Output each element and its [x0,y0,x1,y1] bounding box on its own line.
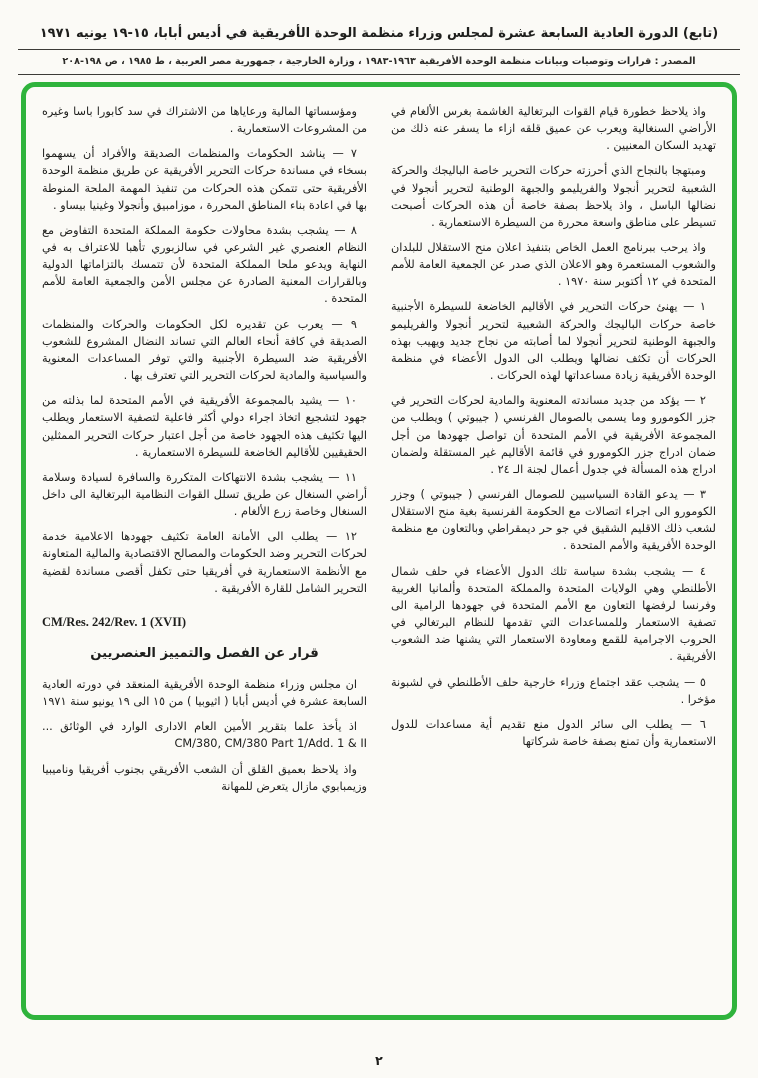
resolution-clause-10: ١٠ — يشيد بالمجموعة الأفريقية في الأمم المتحدة لما بذلته من جهود لتشجيع اتخاذ اجراء دولي أكثر فاعلية لتصفية الاستعمار ويطلب اليها تكثيف هذه الجهود خاصة من أجل اعتبار حركات التحرير الممثلين الحقيقيين للأقاليم الخاضعة للسيطرة الاستعمارية . [42,394,367,459]
resolution-preamble: ان مجلس وزراء منظمة الوحدة الأفريقية المنعقد في دورته العادية السابعة عشرة في أديس أبابا ( اثيوبيا ) من ١٥ الى ١٩ يونيو سنة ١٩٧١ [42,678,367,709]
resolution-title: قرار عن الفصل والتمييز العنصريين [90,645,319,661]
document-header [0,0,758,75]
header-divider-bottom [18,74,740,75]
resolution-reference: CM/Res. 242/Rev. 1 (XVII) [42,614,187,629]
paragraph: واذ يرحب ببرنامج العمل الخاص بتنفيذ اعلان منح الاستقلال للبلدان والشعوب المستعمرة وهو الاعلان الذي صدر عن الجمعية العامة للأمم المتحدة في ١٢ أكتوبر سنة ١٩٧٠ . [391,240,716,289]
resolution-clause-12: ١٢ — يطلب الى الأمانة العامة تكثيف جهودها الاعلامية خدمة لحركات التحرير وضد الحكومات والمصالح الاقتصادية والمالية المتعاونة مع الأنظمة الاستعمارية في أفريقيا حتى تكفل أقصى مساندة لقضية التحرير الشامل للقارة الأفريقية . [42,530,367,595]
right-column [391,103,716,1005]
content-frame [21,82,737,1020]
resolution-clause-8: ٨ — يشجب بشدة محاولات حكومة المملكة المتحدة التفاوض مع النظام العنصري غير الشرعي في سالزبوري تأهبا للاعتراف به في النهاية ويدعو ملحا المملكة المتحدة لأن تتمسك بالتزاماتها الدولية وبالقرارات المعنية الصادرة عن مجلس الأمن والجمعية العامة للأمم المتحدة . [42,223,367,306]
resolution-observation: واذ يلاحظ بعميق القلق أن الشعب الأفريقي بجنوب أفريقيا وناميبيا وزيمبابوي مازال يتعرض للمهانة [42,762,367,793]
header-divider-top [18,49,740,50]
document-source-line: المصدر : قرارات وتوصيات وبيانات منظمة الوحدة الأفريقية ١٩٦٣-١٩٨٣ ، وزارة الخارجية ، جمهورية مصر العربية ، ط ١٩٨٥ ، ص ١٩٨-٢٠٨ [62,55,696,67]
resolution-clause-7: ٧ — يناشد الحكومات والمنظمات الصديقة والأفراد أن يسهموا بسخاء في مساندة حركات التحرير الأفريقية عن طريق منظمة الوحدة الأفريقية حتى تتمكن هذه الحركات من تنفيذ المهمة الملحة المنوطة بها في اعادة بناء المناطق المحررة ، موزامبيق وأنجولا وغينيا بيساو . [42,147,367,212]
resolution-clause-9: ٩ — يعرب عن تقديره لكل الحكومات والحركات والمنظمات الصديقة في كافة أنحاء العالم التي تساند النضال المشروع للشعوب الأفريقية ضد السيطرة الأجنبية والتي توفر المساعدات المعنوية والسياسية والمادية لحركات التحرير التي تعترف بها . [42,317,367,383]
document-title: (تابع) الدورة العادية السابعة عشرة لمجلس وزراء منظمة الوحدة الأفريقية في أديس أبابا، ١٥-١٩ يونيه ١٩٧١ [39,26,719,41]
left-column [42,103,367,1005]
resolution-documents-reference: اذ يأخذ علما بتقرير الأمين العام الادارى الوارد في الوثائق ... CM/380, CM/380 Part 1/Add. 1 & II [42,720,367,751]
resolution-clause-1: ١ — يهنئ حركات التحرير في الأقاليم الخاضعة للسيطرة الأجنبية خاصة حركات الباليجك والحركة الشعبية لتحرير أنجولا والفريليمو والجبهة الوطنية لتحرير أنجولا لما أصابته من نجاح جديد ويهيب بهذه الحركات أن تكثف نضالها ويطلب الى الدول الأعضاء في منظمة الوحدة الأفريقية زيادة مساعداتها لهذه الحركات . [391,300,716,383]
resolution-clause-3: ٣ — يدعو القادة السياسيين للصومال الفرنسي ( جيبوتي ) وجزر الكومورو الى اجراء اتصالات مع الحكومة الفرنسية بغية منح الاستقلال لشعب ذلك الاقليم الشقيق في جو حر ديمقراطي وبالتعاون مع منظمة الوحدة الأفريقية والأمم المتحدة . [391,488,716,553]
paragraph: واذ يلاحظ خطورة قيام القوات البرتغالية الغاشمة بغرس الألغام في الأراضي السنغالية ويعرب عن عميق قلقه ازاء ما يسفر عنه ذلك من تهديد السكان المعنيين . [391,104,716,153]
resolution-clause-11: ١١ — يشجب بشدة الانتهاكات المتكررة والسافرة لسيادة وسلامة أراضي السنغال عن طريق تسلل القوات النظامية البرتغالية الى داخل السنغال وخاصة زرع الألغام . [42,470,367,519]
resolution-clause-6: ٦ — يطلب الى سائر الدول منع تقديم أية مساعدات للدول الاستعمارية وأن تمنع بصفة خاصة شركاتها [391,717,716,749]
resolution-clause-4: ٤ — يشجب بشدة سياسة تلك الدول الأعضاء في حلف شمال الأطلنطي وهي الولايات المتحدة والمملكة المتحدة وألمانيا الغربية وفرنسا لرفضها التعاون مع الأمم المتحدة في جهودها الرامية الى تصفية الاستعمار وللمساعدات التي تقدمها للنظام البرتغالي في الحروب الاجرامية للقمع ومعاودة الاستعمار التي يشنها ضد الشعوب الأفريقية . [391,564,716,664]
page-number: ٢ [375,1053,383,1068]
resolution-clause-5: ٥ — يشجب عقد اجتماع وزراء خارجية حلف الأطلنطي في لشبونة مؤخرا . [391,675,716,706]
resolution-clause-2: ٢ — يؤكد من جديد مساندته المعنوية والمادية لحركات التحرير في جزر الكومورو وما يسمى بالصومال الفرنسي ( جيبوتي ) ويطلب من المجموعة الأفريقية في الأمم المتحدة أن تواصل جهودها من أجل ضمان ادراج جزر الكومورو في قائمة الأقاليم غير المستقلة ولضمان ادراج هذه المسألة في جدول أعمال لجنة الـ ٢٤ . [391,394,716,476]
paragraph: ومبتهجا بالنجاح الذي أحرزته حركات التحرير خاصة الباليجك والحركة الشعبية لتحرير أنجولا والفريليمو والجبهة الوطنية لتحرير أنجولا في نضالها الباسل ، واذ يلاحظ بصفة خاصة أن هذه الحركات أصبحت تسيطر على مناطق واسعة محررة من السيطرة الاستعمارية . [391,164,716,229]
text-columns [42,103,716,1005]
paragraph-continuation: ومؤسساتها المالية ورعاياها من الاشتراك في سد كابورا باسا وغيره من المشروعات الاستعمارية . [42,104,367,136]
